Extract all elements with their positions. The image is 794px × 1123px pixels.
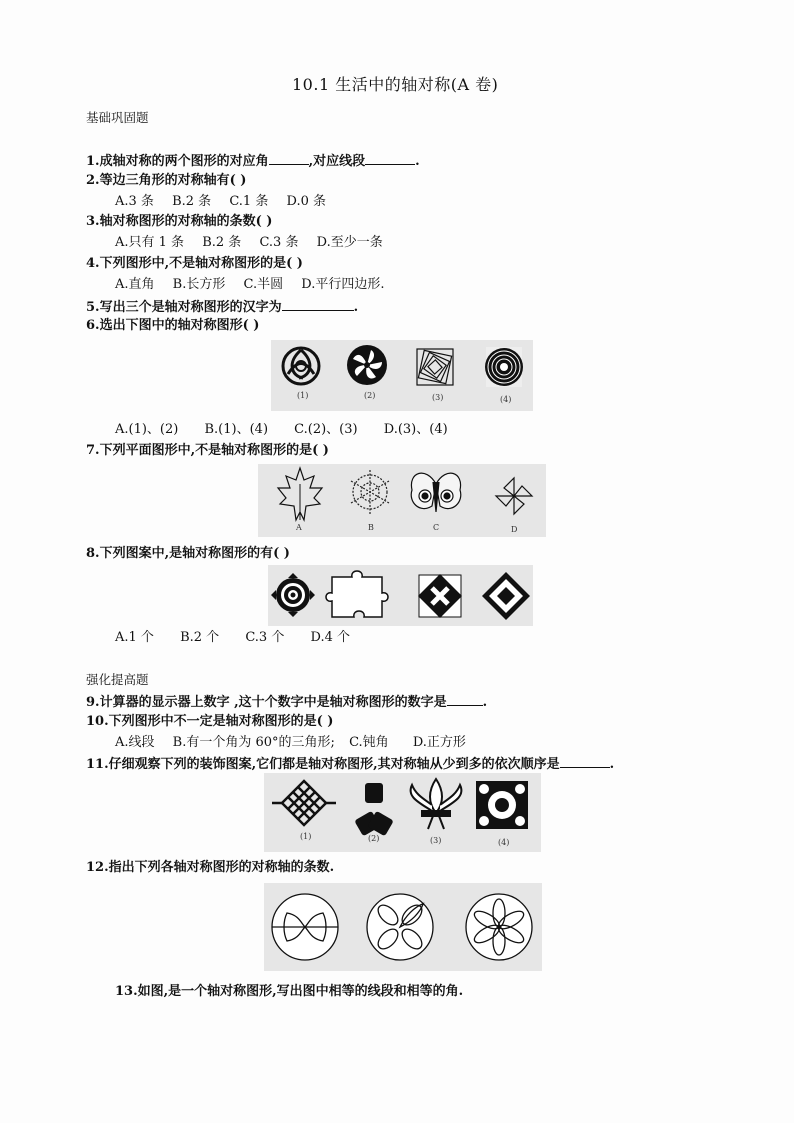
flower-emblem [347,345,387,385]
figure-label: A [296,523,302,532]
option[interactable]: A.直角 [115,277,155,292]
option[interactable]: A.1 个 [115,630,154,645]
option[interactable]: A.线段 [115,735,155,750]
option[interactable]: B.(1)、(4) [204,422,269,437]
knot-symbol [283,348,319,384]
question-6: 6.选出下图中的轴对称图形( ) [86,318,260,333]
target-emblem [271,573,315,617]
option[interactable]: A.只有 1 条 [115,235,185,250]
chinese-knot [272,781,336,825]
answer-blank[interactable] [269,152,309,165]
question-1: 1.成轴对称的两个图形的对应角 ,对应线段 . [86,154,420,169]
figure-label: (3) [430,836,442,845]
circle-figure-1 [272,894,338,960]
option[interactable]: D.至少一条 [316,235,383,250]
section-advanced-heading: 强化提高题 [86,672,149,687]
option[interactable]: B.有一个角为 60°的三角形; [172,735,335,750]
puzzle-piece [326,571,388,617]
option[interactable]: C.钝角 [349,735,389,750]
option[interactable]: C.1 条 [229,194,269,209]
section-basic-heading: 基础巩固题 [86,110,149,125]
question-3-options [115,235,383,251]
figure-label: (1) [297,391,309,400]
question-5: 5.写出三个是轴对称图形的汉字为 . [86,300,359,315]
question-13: 13.如图,是一个轴对称图形,写出图中相等的线段和相等的角. [115,984,464,999]
question-12: 12.指出下列各轴对称图形的对称轴的条数. [86,860,335,875]
question-10-options [115,735,466,751]
question-9: 9.计算器的显示器上数字 ,这十个数字中是轴对称图形的数字是 . [86,695,488,710]
figure-label: (2) [364,391,376,400]
question-2: 2.等边三角形的对称轴有( ) [86,173,247,188]
question-4: 4.下列图形中,不是轴对称图形的是( ) [86,256,303,271]
option[interactable]: D.正方形 [412,735,466,750]
question-7: 7.下列平面图形中,不是轴对称图形的是( ) [86,443,329,458]
figure-label: B [368,523,374,532]
answer-blank[interactable] [282,298,354,311]
option[interactable]: C.(2)、(3) [294,422,358,437]
question-8: 8.下列图案中,是轴对称图形的有( ) [86,546,290,561]
page-title: 10.1 生活中的轴对称(A 卷) [292,75,499,94]
option[interactable]: B.2 条 [172,194,212,209]
question-6-options [115,422,448,438]
option[interactable]: C.3 个 [245,630,285,645]
figure-label: (4) [498,838,510,847]
option[interactable]: B.2 个 [180,630,220,645]
snowflake-shape [351,470,389,514]
figure-q8 [268,565,533,626]
fleur-de-lis [411,779,462,829]
answer-blank[interactable] [447,693,483,706]
figure-label: (3) [432,393,444,402]
question-11: 11.仔细观察下列的装饰图案,它们都是轴对称图形,其对称轴从少到多的依次顺序是 . [86,757,615,772]
figure-q11 [264,773,541,852]
option[interactable]: C.3 条 [259,235,299,250]
question-8-options [115,630,350,646]
option[interactable]: D.(3)、(4) [383,422,448,437]
nested-diamond [482,572,530,620]
option[interactable]: D.4 个 [310,630,350,645]
answer-blank[interactable] [560,755,610,768]
option[interactable]: B.2 条 [202,235,242,250]
cross-diamond [418,574,462,618]
figure-label: (1) [300,832,312,841]
butterfly-shape [411,473,461,512]
figure-label: C [433,523,440,532]
option[interactable]: B.长方形 [172,277,226,292]
figure-q6 [271,340,533,411]
concentric-circles [485,347,523,387]
figure-q7 [258,464,546,537]
option[interactable]: D.0 条 [286,194,326,209]
trefoil-emblem [354,783,394,836]
answer-blank[interactable] [365,152,415,165]
question-2-options [115,194,326,210]
figure-q12 [264,883,542,971]
figure-label: (4) [500,395,512,404]
spiral-squares [417,349,453,385]
pinwheel-shape [496,478,532,514]
ornament-pattern [476,781,528,829]
question-10: 10.下列图形中不一定是轴对称图形的是( ) [86,714,334,729]
option[interactable]: A.3 条 [115,194,154,209]
question-3: 3.轴对称图形的对称轴的条数( ) [86,214,273,229]
circle-figure-2 [367,894,433,960]
figure-label: (2) [368,834,380,843]
figure-label: D [511,525,518,534]
option[interactable]: D.平行四边形. [301,277,385,292]
option[interactable]: A.(1)、(2) [115,422,179,437]
circle-figure-3 [466,894,532,960]
question-4-options [115,277,385,293]
option[interactable]: C.半圆 [243,277,284,292]
